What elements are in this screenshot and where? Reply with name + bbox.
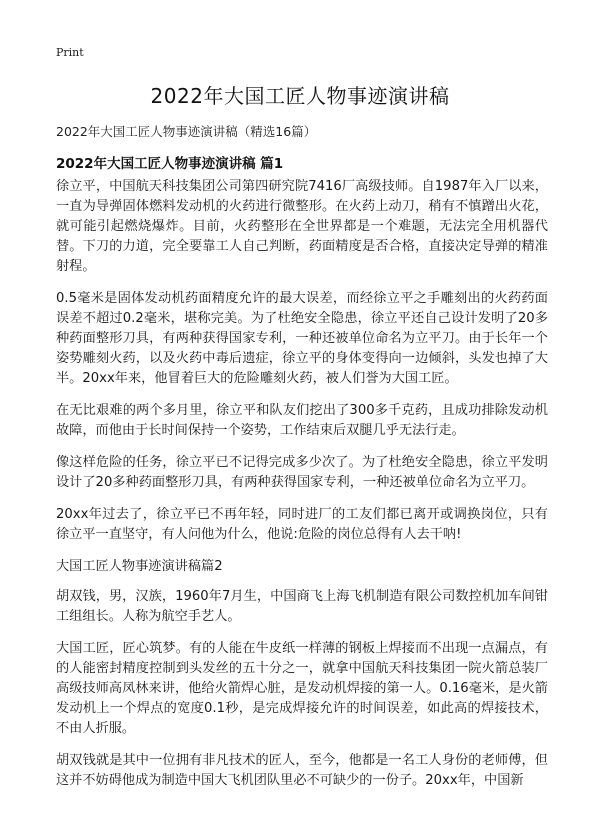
paragraph: 像这样危险的任务，徐立平已不记得完成多少次了。为了杜绝安全隐患，徐立平发明设计了20多种药面整形刀具，有两种获得国家专利，一种还被单位命名为立平刀。: [56, 455, 548, 490]
paragraph: 胡双钱就是其中一位拥有非凡技术的匠人，至今，他都是一名工人身份的老师傅，但这并不妨碍他成为制造中国大飞机团队里必不可缺少的一份子。20xx年，中国新: [56, 753, 548, 788]
section-heading-2: 大国工匠人物事迹演讲稿篇2: [56, 559, 223, 574]
paragraph: 大国工匠，匠心筑梦。有的人能在牛皮纸一样薄的钢板上焊接而不出现一点漏点，有的人能密封精度控制到头发丝的五十分之一，就拿中国航天科技集团一院火箭总装厂高级技师高凤林来讲，他给火箭焊心脏，是发动机焊接的第一人。0.16毫米，是火箭发动机上一个焊点的宽度0.1秒，是完成焊接允许的时间误差，如此高的焊接技术，不由人折服。: [56, 641, 548, 736]
paragraph: 0.5毫米是固体发动机药面精度允许的最大误差，而经徐立平之手雕刻出的火药药面误差不超过0.2毫米，堪称完美。为了杜绝安全隐患，徐立平还自己设计发明了20多种药面整形刀具，有两种获得国家专利，一种还被单位命名为立平刀。由于长年一个姿势雕刻火药，以及火药中毒后遗症，徐立平的身体变得向一边倾斜，头发也掉了大半。20xx年来，他冒着巨大的危险雕刻火药，被人们誉为大国工匠。: [56, 291, 548, 386]
document-body: [56, 177, 548, 803]
paragraph: 徐立平，中国航天科技集团公司第四研究院7416厂高级技师。自1987年入厂以来，一直为导弹固体燃料发动机的火药进行微整形。在火药上动刀，稍有不慎蹭出火花，就可能引起燃烧爆炸。目前，火药整形在全世界都是一个难题，无法完全用机器代替。下刀的力道，完全要靠工人自己判断，药面精度是否合格，直接决定导弹的精准射程。: [56, 179, 548, 274]
paragraph: 在无比艰难的两个多月里，徐立平和队友们挖出了300多千克药，且成功排除发动机故障，而他由于长时间保持一个姿势，工作结束后双腿几乎无法行走。: [56, 403, 548, 438]
document-title: 2022年大国工匠人物事迹演讲稿: [150, 84, 450, 108]
section-heading-1: 2022年大国工匠人物事迹演讲稿 篇1: [56, 156, 284, 172]
paragraph: 20xx年过去了，徐立平已不再年轻，同时进厂的工友们都已离开或调换岗位，只有徐立平一直坚守，有人问他为什么，他说:危险的岗位总得有人去干呐!: [56, 507, 548, 542]
document-subtitle: 2022年大国工匠人物事迹演讲稿（精选16篇）: [56, 124, 317, 139]
paragraph: 胡双钱，男，汉族，1960年7月生，中国商飞上海飞机制造有限公司数控机加车间钳工组组长。人称为航空手艺人。: [56, 589, 548, 624]
print-label[interactable]: Print: [56, 46, 84, 59]
